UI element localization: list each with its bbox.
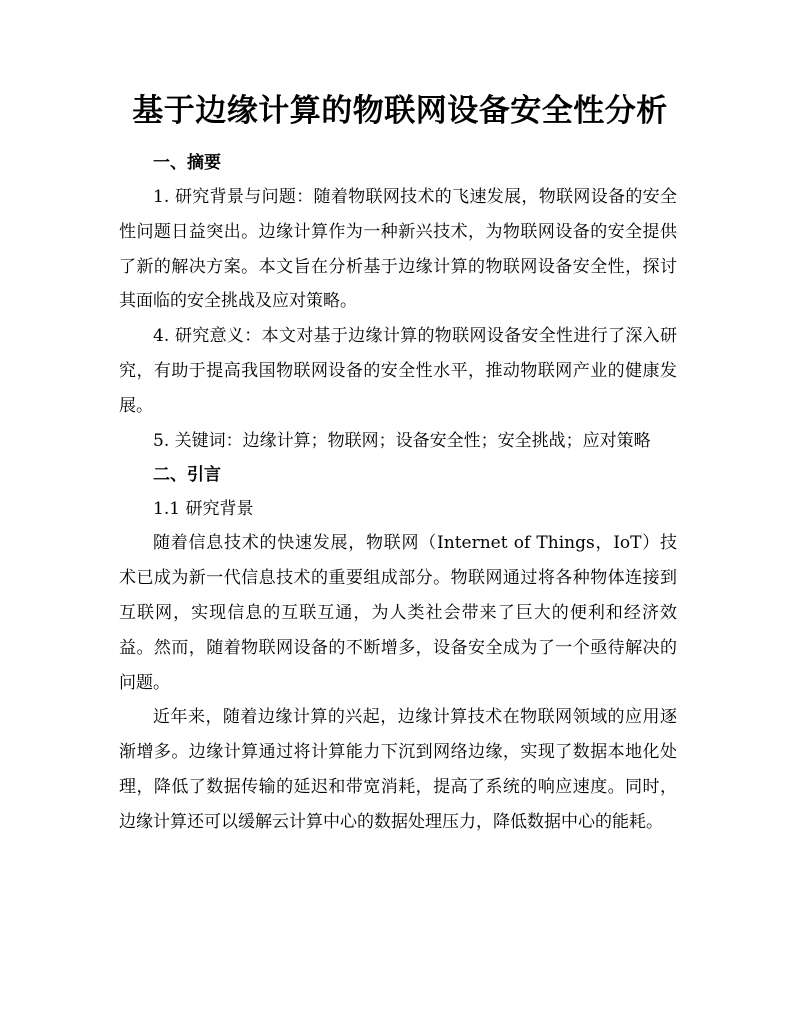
intro-paragraph-1: 随着信息技术的快速发展，物联网（Internet of Things，IoT）技术已成为新一代信息技术的重要组成部分。物联网通过将各种物体连接到互联网，实现信息的互联互通，为人类社会带来了巨大的便利和经济效益。然而，随着物联网设备的不断增多，设备安全成为了一个亟待解决的问题。 — [119, 533, 677, 693]
document-title: 基于边缘计算的物联网设备安全性分析 — [132, 93, 668, 129]
abstract-paragraph-background: 1. 研究背景与问题：随着物联网技术的飞速发展，物联网设备的安全性问题日益突出。边缘计算作为一种新兴技术，为物联网设备的安全提供了新的解决方案。本文旨在分析基于边缘计算的物联网设备安全性，探讨其面临的安全挑战及应对策略。 — [119, 187, 677, 312]
document-body — [119, 146, 677, 840]
intro-paragraph-2: 近年来，随着边缘计算的兴起，边缘计算技术在物联网领域的应用逐渐增多。边缘计算通过将计算能力下沉到网络边缘，实现了数据本地化处理，降低了数据传输的延迟和带宽消耗，提高了系统的响应速度。同时，边缘计算还可以缓解云计算中心的数据处理压力，降低数据中心的能耗。 — [119, 707, 677, 832]
abstract-paragraph-significance: 4. 研究意义：本文对基于边缘计算的物联网设备安全性进行了深入研究，有助于提高我国物联网设备的安全性水平，推动物联网产业的健康发展。 — [119, 326, 677, 416]
abstract-paragraph-keywords: 5. 关键词：边缘计算；物联网；设备安全性；安全挑战；应对策略 — [153, 430, 651, 451]
subsection-heading-background: 1.1 研究背景 — [153, 499, 254, 520]
section-heading-abstract: 一、摘要 — [153, 153, 221, 173]
section-heading-introduction: 二、引言 — [153, 465, 221, 486]
